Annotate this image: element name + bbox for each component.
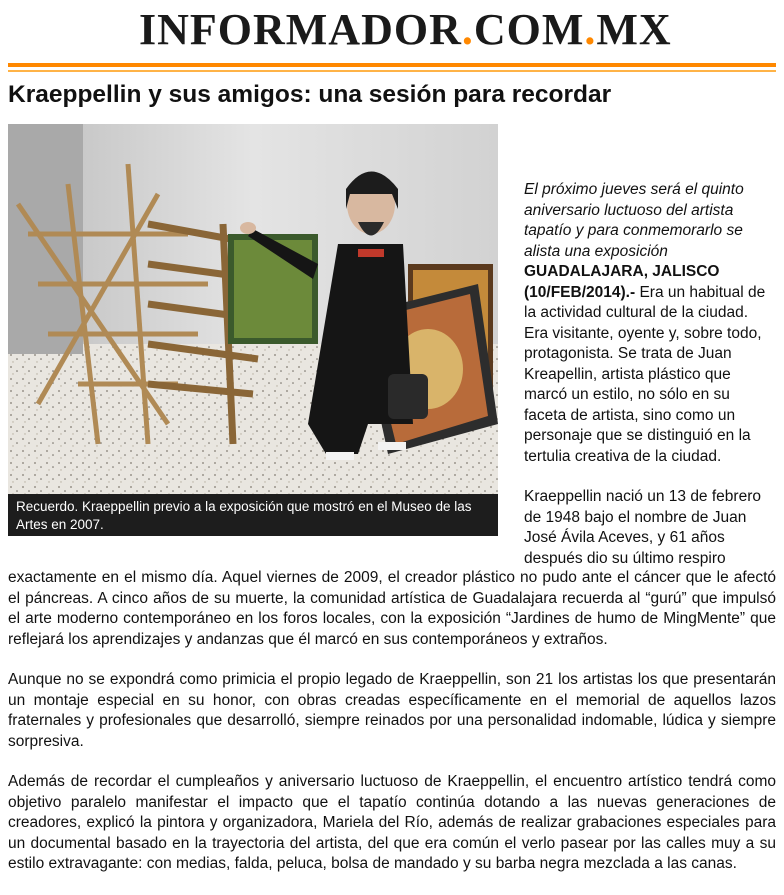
- site-logo[interactable]: [139, 4, 672, 56]
- logo-com: COM: [473, 5, 585, 54]
- photo-illustration: [8, 124, 498, 494]
- article-title: Kraeppellin y sus amigos: una sesión para recordar: [8, 81, 612, 108]
- article-paragraph-2-start: Kraeppellin nació un 13 de febrero de 1948 bajo el nombre de Juan José Ávila Aceves, y 61 años después dio su último respiro: [524, 488, 761, 567]
- masthead: [0, 0, 784, 62]
- logo-main: INFORMADOR: [139, 5, 462, 54]
- article-paragraph-1: [524, 262, 776, 467]
- logo-dot: .: [584, 5, 597, 54]
- article-paragraph-4: Además de recordar el cumpleaños y aniversario luctuoso de Kraeppellin, el encuentro artístico tendrá como objetivo paralelo manifestar el impacto que el tapatío continúa dotando a las nuevas generaciones de creadores, explicó la pintora y organizadora, Mariela del Río, además de realizar grabaciones especiales para un documental basado en la trayectoria del artista, del que era común el verlo pasear por las calles muy a su estilo extravagante: con medias, falda, peluca, bolsa de mandado y su barba negra mezclada a las canas.: [8, 773, 776, 872]
- article-photo: [8, 124, 498, 494]
- article-dateline: GUADALAJARA, JALISCO (10/FEB/2014).-: [524, 263, 720, 301]
- logo-dot: .: [461, 5, 474, 54]
- article-lede: El próximo jueves será el quinto aniversario luctuoso del artista tapatío y para conmemorarlo se alista una exposición: [524, 181, 744, 260]
- header-rule-thin: [8, 70, 776, 72]
- article-paragraph-3: Aunque no se expondrá como primicia el propio legado de Kraeppellin, son 21 los artistas los que presentarán un montaje especial en su honor, con obras creadas específicamente en el memorial de aquellos lazos fraternales y profesionales que desarrolló, siempre reinados por una personalidad indomable, lúdica y siempre sorpresiva.: [8, 671, 776, 750]
- header-rule: [8, 63, 776, 67]
- article-paragraph-2-rest: exactamente en el mismo día. Aquel viernes de 2009, el creador plástico no pudo ante el cáncer que le afectó el páncreas. A cinco años de su muerte, la comunidad artística de Guadalajara recuerda al “gurú” que impulsó el arte moderno contemporáneo en los foros locales, con la exposición “Jardines de humo de MingMente” que reflejará los aprendizajes y andanzas que él marcó en sus contemporáneos y extraños.: [8, 569, 776, 648]
- article-sidebar-text: [524, 180, 776, 467]
- logo-mx: MX: [596, 5, 672, 54]
- article-body: [8, 568, 776, 895]
- photo-caption: Recuerdo. Kraeppellin previo a la exposición que mostró en el Museo de las Artes en 2007.: [8, 494, 498, 536]
- paragraph-1-text: Era un habitual de la actividad cultural de la ciudad. Era visitante, oyente y, sobre todo, protagonista. Se trata de Juan Kreapellin, artista plástico que marcó un estilo, no sólo en su faceta de artista, sino como un personaje que se distinguió en la tertulia creativa de la ciudad.: [524, 283, 766, 465]
